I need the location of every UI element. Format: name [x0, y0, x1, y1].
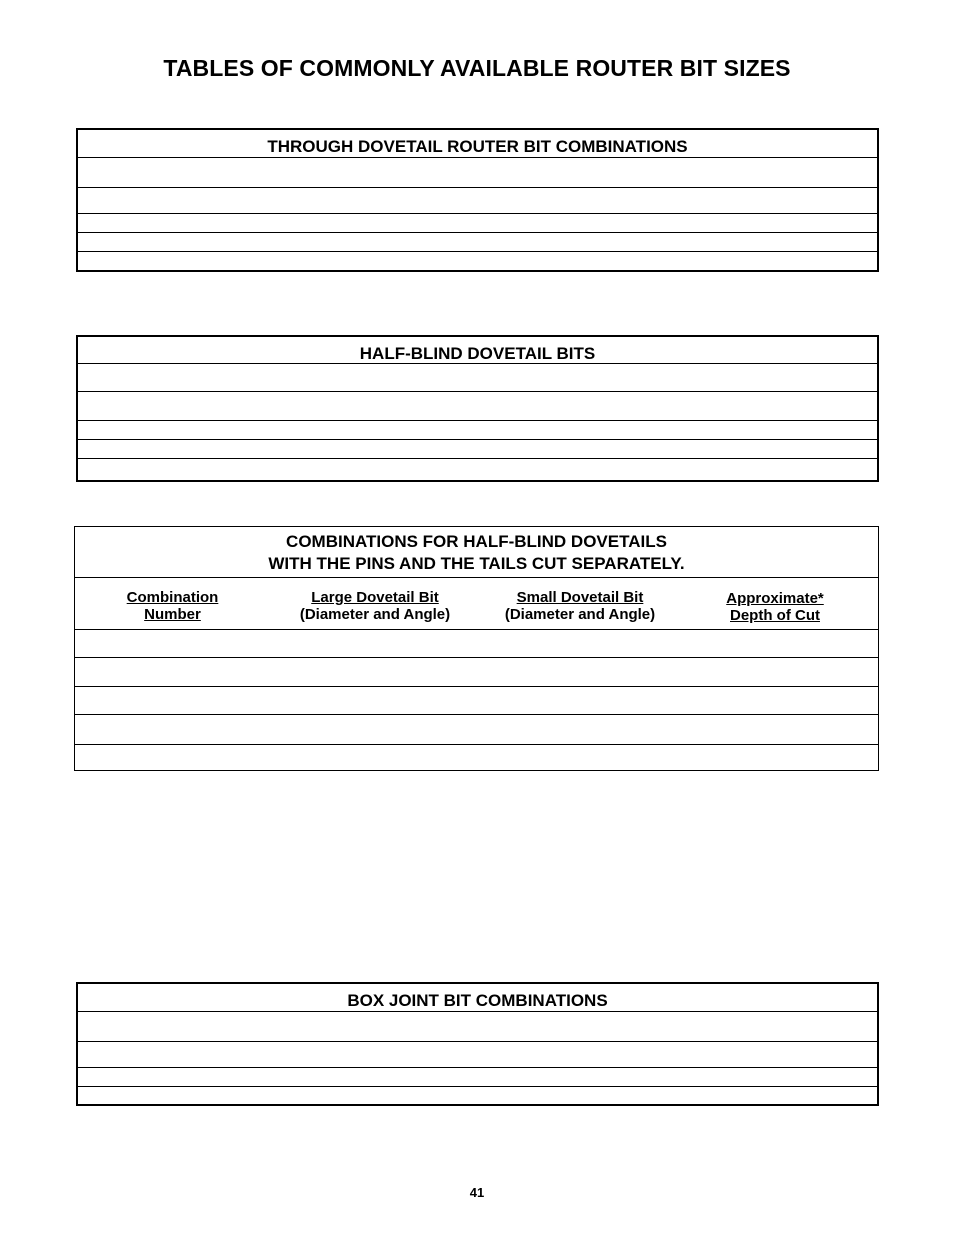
- table-row-divider: [75, 657, 878, 658]
- table-row-divider: [75, 686, 878, 687]
- table-row-divider: [78, 458, 877, 459]
- box-joint-table: [76, 982, 879, 1106]
- column-header-small-dovetail-bit: Small Dovetail Bit (Diameter and Angle): [504, 589, 656, 623]
- table-row-divider: [75, 714, 878, 715]
- table-row-divider: [78, 439, 877, 440]
- through-dovetail-title: THROUGH DOVETAIL ROUTER BIT COMBINATIONS: [267, 137, 688, 156]
- page-number: 41: [469, 1185, 485, 1200]
- half-blind-dovetail-title: HALF-BLIND DOVETAIL BITS: [359, 344, 596, 363]
- separate-cut-combinations-table: [74, 526, 879, 771]
- column-header-combination-number: Combination Number: [126, 589, 219, 623]
- table-row-divider: [78, 1011, 877, 1012]
- table-row-divider: [78, 157, 877, 158]
- separate-cut-title-line1: COMBINATIONS FOR HALF-BLIND DOVETAILS: [286, 532, 667, 551]
- box-joint-title: BOX JOINT BIT COMBINATIONS: [347, 991, 608, 1010]
- column-header-large-dovetail-bit: Large Dovetail Bit (Diameter and Angle): [299, 589, 451, 623]
- table-row-divider: [75, 744, 878, 745]
- table-row-divider: [78, 1041, 877, 1042]
- table-row-divider: [78, 232, 877, 233]
- through-dovetail-table: [76, 128, 879, 272]
- table-row-divider: [78, 1067, 877, 1068]
- separate-cut-title-line2: WITH THE PINS AND THE TAILS CUT SEPARATELY.: [268, 554, 685, 573]
- table-row-divider: [78, 363, 877, 364]
- table-row-divider: [78, 187, 877, 188]
- page-title: TABLES OF COMMONLY AVAILABLE ROUTER BIT SIZES: [163, 55, 791, 81]
- table-row-divider: [78, 251, 877, 252]
- table-row-divider: [78, 391, 877, 392]
- column-header-depth-of-cut: Approximate* Depth of Cut: [726, 590, 824, 624]
- table-row-divider: [75, 629, 878, 630]
- half-blind-dovetail-table: [76, 335, 879, 482]
- table-row-divider: [78, 213, 877, 214]
- table-row-divider: [78, 420, 877, 421]
- table-row-divider: [75, 577, 878, 578]
- table-row-divider: [78, 1086, 877, 1087]
